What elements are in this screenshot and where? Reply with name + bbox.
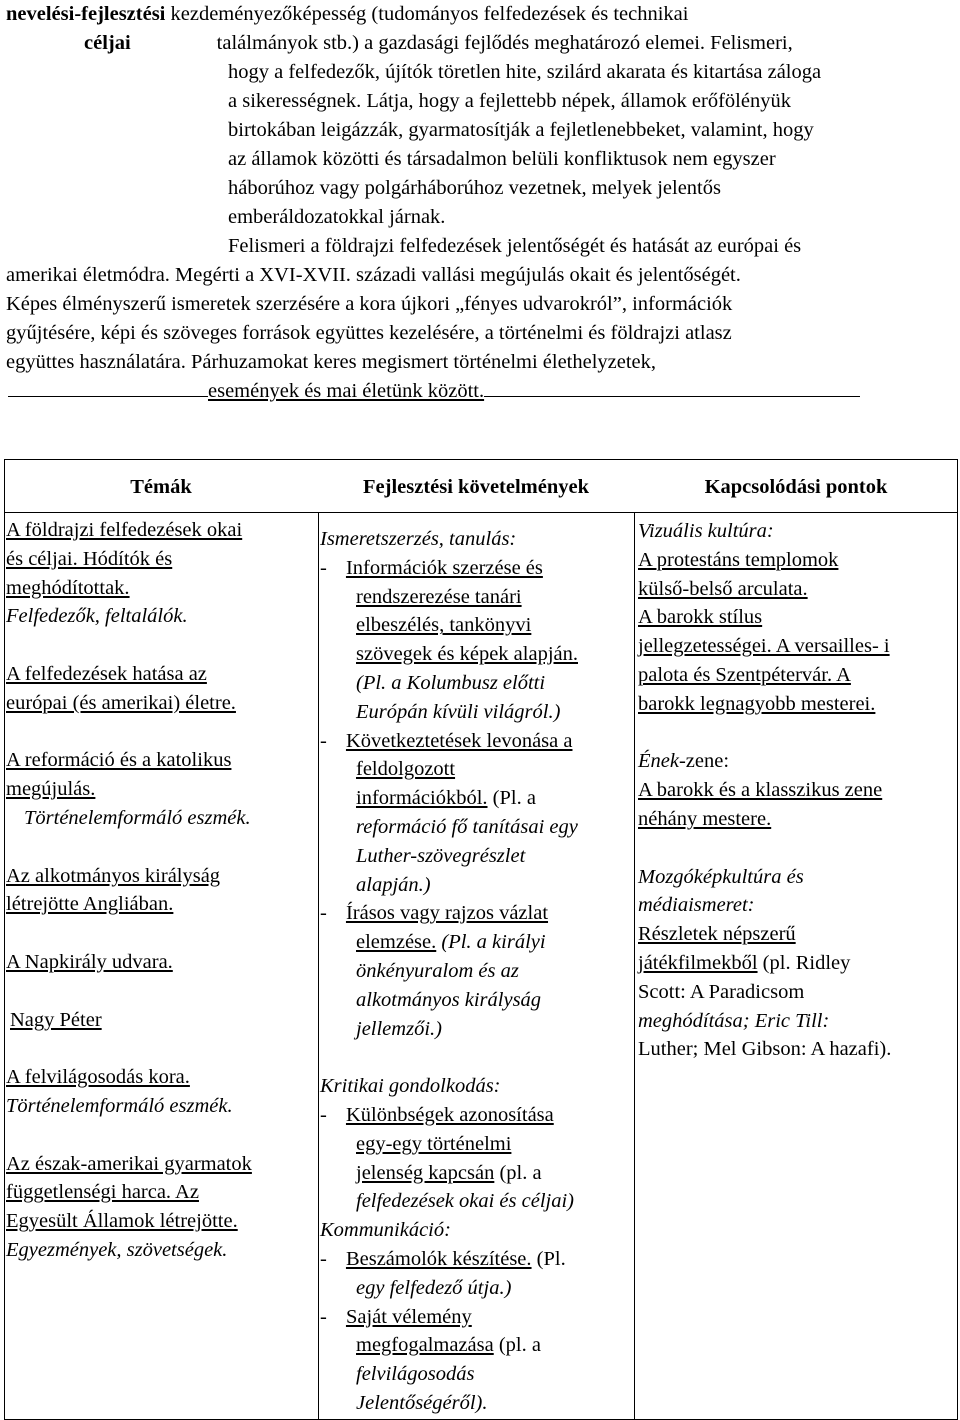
- req-4d: felfedezések okai és céljai): [356, 1190, 574, 1213]
- intro-line-3: hogy a felfedezők, újítók töretlen hite, szilárd akarata és kitartása záloga: [228, 61, 822, 83]
- req-6d: Jelentőségéről).: [356, 1391, 488, 1414]
- topic-7a: A felvilágosodás kora.: [6, 1066, 190, 1089]
- link-heading-media: médiaismeret:: [638, 894, 755, 917]
- intro-line-14: események és mai életünk között.: [8, 377, 860, 405]
- req-1f: Európán kívüli világról.): [356, 700, 561, 723]
- link-2a: A barokk és a klasszikus zene: [638, 779, 883, 802]
- blank-rule-left: [8, 395, 208, 397]
- intro-line-9: Felismeri a földrajzi felfedezések jelentőségét és hatását az európai és: [228, 235, 802, 257]
- link-heading-mozgokep: Mozgóképkultúra és: [638, 865, 804, 888]
- topic-2a: A felfedezések hatása az: [6, 662, 207, 685]
- intro-line-6: az államok közötti és társadalmon belüli konfliktusok nem egyszer: [228, 148, 776, 170]
- link-heading-vizualis: Vizuális kultúra:: [638, 520, 774, 542]
- label-celjai: céljai: [84, 32, 131, 54]
- link-heading-enek: Ének: [638, 750, 679, 773]
- blank-rule-right: [484, 395, 860, 397]
- topic-1a: A földrajzi felfedezések okai: [6, 519, 243, 541]
- req-4b: egy-egy történelmi: [356, 1132, 512, 1155]
- link-2b: néhány mestere.: [638, 807, 772, 830]
- intro-line-12: gyűjtésére, képi és szöveges források együttes kezelésére, a történelmi és földrajzi atlasz: [6, 322, 732, 344]
- req-6c: felvilágosodás: [356, 1363, 475, 1386]
- topic-3b: megújulás.: [6, 778, 96, 801]
- topic-6: Nagy Péter: [10, 1008, 102, 1031]
- req-1c: elbeszélés, tankönyvi: [356, 614, 532, 637]
- intro-line-7: háborúhoz vagy polgárháborúhoz vezetnek, melyek jelentős: [228, 177, 721, 199]
- header-fejlesztesi: Fejlesztési követelmények: [363, 476, 589, 498]
- req-3d: alkotmányos királyság: [356, 988, 542, 1011]
- label-nevelesi: nevelési-fejlesztési: [6, 3, 166, 25]
- col-divider-2: [634, 512, 635, 1420]
- col-divider-1: [318, 512, 319, 1420]
- intro-line-8: emberáldozatokkal járnak.: [228, 206, 446, 228]
- intro-line-10: amerikai életmódra. Megérti a XVI-XVII. századi vallási megújulás okait és jelentőségét.: [6, 264, 741, 286]
- req-2a: Következtetések levonása a: [345, 729, 573, 752]
- col-fejlesztesi: Ismeretszerzés, tanulás: - Információk szerzése és rendszerezése tanári elbeszélés, tankönyvi szövegek és képek alapján. (Pl. a Kolumbusz előtti Európán kívüli világról.) - Következtetések levonása a feldolgozott információkból. (Pl. a reformáció fő tanításai egy Luther-szövegrészlet alapján.) - Írásos vagy rajzos vázlat elemzése. (Pl. a királyi önkényuralom és az alkotmányos királyság jellemzői.) Kritikai gondolkodás: - Különbségek azonosítása egy-egy történelmi jelenség kapcsán (pl. a felfedezések okai és céljai) Kommunikáció: - Beszámolók készítése. (Pl. egy felfedező útja.) - Saját vélemény megfogalmazása (pl. a felvilágosodás Jelentőségéről).: [320, 528, 578, 1414]
- req-5a: Beszámolók készítése.: [345, 1247, 532, 1270]
- req-heading-kritikai: Kritikai gondolkodás:: [320, 1075, 501, 1098]
- topic-8b: függetlenségi harca. Az: [6, 1181, 199, 1204]
- topic-3c: Történelemformáló eszmék.: [24, 806, 251, 829]
- topic-5: A Napkirály udvara.: [6, 950, 173, 973]
- topic-8c: Egyesült Államok létrejötte.: [6, 1210, 238, 1233]
- link-1b: külső-belső arculata.: [638, 577, 808, 600]
- req-heading-ismeretszerzes: Ismeretszerzés, tanulás:: [320, 528, 517, 550]
- topic-3a: A reformáció és a katolikus: [6, 749, 232, 772]
- req-1d: szövegek és képek alapján.: [356, 643, 578, 666]
- req-3e: jellemzői.): [356, 1017, 442, 1040]
- intro-line-13: együttes használatára. Párhuzamokat keres megismert történelmi élethelyzetek,: [6, 351, 657, 373]
- req-4a: Különbségek azonosítása: [345, 1103, 554, 1126]
- req-heading-kommunikacio: Kommunikáció:: [320, 1219, 451, 1242]
- col-temak: [6, 516, 252, 1265]
- req-3a: Írásos vagy rajzos vázlat: [345, 902, 549, 925]
- link-1f: barokk legnagyobb mesterei.: [638, 692, 876, 715]
- link-3a: Részletek népszerű: [638, 923, 796, 946]
- req-5b: egy felfedező útja.): [356, 1276, 512, 1299]
- link-1e: palota és Szentpétervár. A: [638, 663, 851, 686]
- topic-1d: Felfedezők, feltalálók.: [6, 605, 188, 628]
- intro-line-2: céljai találmányok stb.) a gazdasági fejlődés meghatározó elemei. Felismeri,: [84, 32, 793, 54]
- req-2e: Luther-szövegrészlet: [356, 844, 526, 867]
- link-3b: játékfilmekből: [638, 951, 758, 974]
- link-3d: meghódítása; Eric Till:: [638, 1009, 830, 1032]
- link-3e: Luther; Mel Gibson: A hazafi).: [638, 1038, 892, 1061]
- req-2f: alapján.): [356, 873, 431, 896]
- intro-line-5: birtokában leigázzák, gyarmatosítják a fejletlenebbeket, valamint, hogy: [228, 119, 814, 141]
- topic-2b: európai (és amerikai) életre.: [6, 691, 236, 714]
- topic-4a: Az alkotmányos királyság: [6, 864, 221, 887]
- link-1d: jellegzetességei. A versailles- i: [638, 635, 890, 658]
- topic-8a: Az észak-amerikai gyarmatok: [6, 1152, 252, 1175]
- req-2b: feldolgozott: [356, 758, 456, 781]
- intro-line-4: a sikerességnek. Látja, hogy a fejlettebb népek, államok erőfölényük: [228, 90, 791, 112]
- topic-1c: meghódítottak.: [6, 576, 130, 599]
- header-temak: Témák: [130, 476, 192, 498]
- req-2d: reformáció fő tanításai egy: [356, 815, 578, 838]
- req-1b: rendszerezése tanári: [356, 585, 522, 608]
- req-1a: Információk szerzése és: [345, 556, 543, 579]
- req-3b: elemzése.: [356, 931, 437, 954]
- req-6a: Saját vélemény: [345, 1305, 472, 1328]
- col-kapcsolodasi: Vizuális kultúra: A protestáns templomok külső-belső arculata. A barokk stílus jellegzetességei. A versailles- i palota és Szentpétervár. A barokk legnagyobb mesterei. Ének-zene: A barokk és a klasszikus zene néhány mestere. Mozgóképkultúra és médiaismeret: Részletek népszerű játékfilmekből (pl. Ridley Scott: A Paradicsom meghódítása; Eric Till: Luther; Mel Gibson: A hazafi).: [638, 520, 892, 1061]
- intro-line-11: Képes élményszerű ismeretek szerzésére a kora újkori „fényes udvarokról”, információk: [6, 293, 733, 315]
- header-kapcsolodasi: Kapcsolódási pontok: [704, 476, 888, 498]
- table-header-divider: [4, 512, 958, 513]
- link-1a: A protestáns templomok: [638, 548, 839, 571]
- intro-line-1: nevelési-fejlesztési kezdeményezőképesség (tudományos felfedezések és technikai: [6, 3, 689, 25]
- topic-4b: létrejötte Angliában.: [6, 893, 174, 916]
- req-3c: önkényuralom és az: [356, 959, 519, 982]
- req-2c: információkból.: [356, 787, 488, 810]
- topic-7b: Történelemformáló eszmék.: [6, 1094, 233, 1117]
- link-1c: A barokk stílus: [638, 606, 763, 629]
- topic-1b: és céljai. Hódítók és: [6, 547, 173, 570]
- topic-8d: Egyezmények, szövetségek.: [6, 1238, 228, 1261]
- req-6b: megfogalmazása: [356, 1334, 494, 1357]
- req-4c: jelenség kapcsán: [356, 1161, 495, 1184]
- req-1e: (Pl. a Kolumbusz előtti: [356, 671, 546, 694]
- link-3c: Scott: A Paradicsom: [638, 980, 805, 1003]
